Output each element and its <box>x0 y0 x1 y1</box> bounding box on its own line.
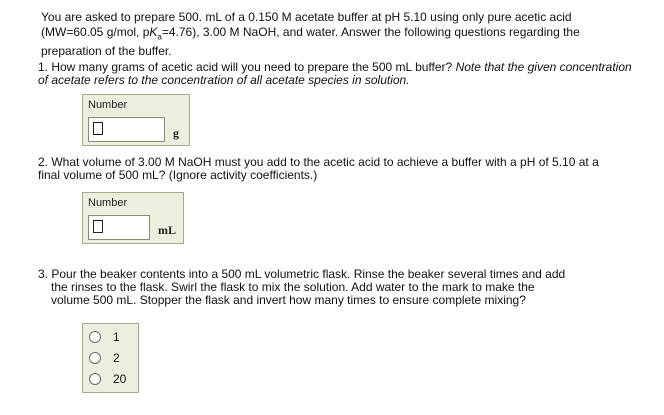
intro-line-2a: (MW=60.05 g/mol, p <box>41 25 150 39</box>
intro-line-2b: =4.76), 3.00 M NaOH, and water. Answer the following questions regarding the <box>161 25 580 39</box>
question-1-answer-box <box>82 94 190 146</box>
question-2-line-2: final volume of 500 mL? (Ignore activity coefficients.) <box>38 168 318 182</box>
intro-pka-sub: a <box>157 32 162 42</box>
text-cursor-icon <box>93 220 103 233</box>
question-1-text: 1. How many grams of acetic acid will you need to prepare the 500 mL buffer? <box>38 60 456 74</box>
question-2-number-label: Number <box>88 197 128 209</box>
question-2 <box>38 156 638 182</box>
radio-button-icon[interactable] <box>89 331 101 343</box>
question-3-line-3: volume 500 mL. Stopper the flask and invert how many times to ensure complete mixing? <box>51 293 526 307</box>
radio-button-icon[interactable] <box>89 373 101 385</box>
question-2-answer-box <box>82 192 184 244</box>
question-1-number-input[interactable] <box>88 117 165 142</box>
choice-label: 2 <box>113 351 120 365</box>
question-1 <box>38 61 663 87</box>
question-3 <box>38 268 638 307</box>
problem-intro <box>41 10 641 59</box>
question-2-number-input[interactable] <box>88 215 150 240</box>
question-1-unit: g <box>173 126 179 140</box>
question-1-note-b: of acetate refers to the concentration of all acetate species in solution. <box>38 73 410 87</box>
question-3-line-1: 3. Pour the beaker contents into a 500 mL volumetric flask. Rinse the beaker several times and add <box>38 267 566 281</box>
question-2-unit: mL <box>158 223 176 237</box>
question-3-line-2: the rinses to the flask. Swirl the flask to mix the solution. Add water to the mark to make the <box>51 280 535 294</box>
choice-label: 1 <box>113 330 120 344</box>
intro-pka-k: K <box>149 25 158 39</box>
choice-option-2[interactable] <box>89 349 120 367</box>
question-3-choices <box>82 323 139 393</box>
choice-label: 20 <box>113 372 127 386</box>
question-2-line-1: 2. What volume of 3.00 M NaOH must you add to the acetic acid to achieve a buffer with a pH of 5.10 at a <box>38 155 599 169</box>
intro-line-1: You are asked to prepare 500. mL of a 0.150 M acetate buffer at pH 5.10 using only pure acetic acid <box>41 10 572 24</box>
question-1-number-label: Number <box>88 99 128 111</box>
choice-option-3[interactable] <box>89 370 126 388</box>
intro-line-3: preparation of the buffer. <box>41 44 172 59</box>
choice-option-1[interactable] <box>89 328 120 346</box>
radio-button-icon[interactable] <box>89 352 101 364</box>
question-1-note-a: Note that the given concentration <box>455 60 632 74</box>
text-cursor-icon <box>93 122 103 135</box>
